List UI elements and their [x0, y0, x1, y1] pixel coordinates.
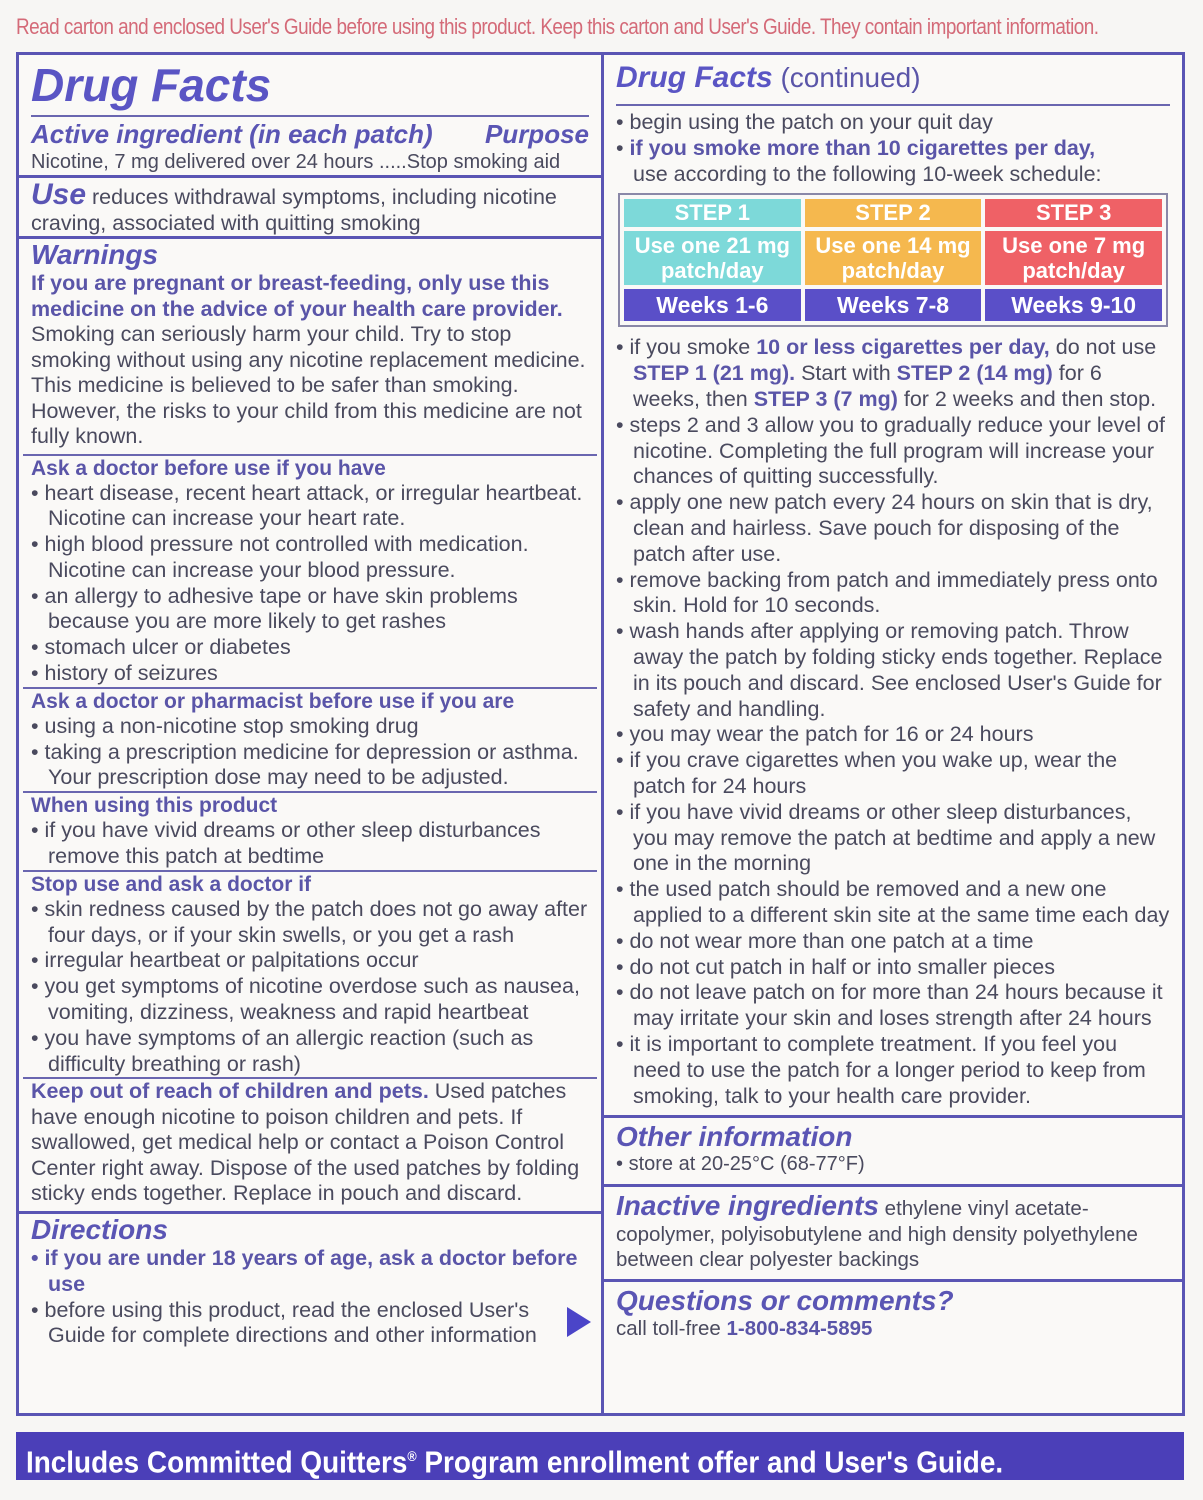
directions-continued — [604, 335, 1182, 1118]
ask-doctor-section — [23, 456, 597, 689]
list-item: • begin using the patch on your quit day — [616, 110, 1170, 136]
questions-text: call toll-free — [616, 1316, 727, 1340]
list-item: • if you crave cigarettes when you wake up, wear the patch for 24 hours — [616, 748, 1170, 800]
questions-title: Questions or comments? — [616, 1284, 954, 1316]
list-item: • an allergy to adhesive tape or have skin problems because you are more likely to get rashes — [31, 584, 589, 636]
list-item: • using a non-nicotine stop smoking drug — [31, 714, 589, 740]
directions-title: Directions — [31, 1213, 168, 1245]
directions-section — [19, 1214, 601, 1349]
step-2-weeks: Weeks 7-8 — [805, 289, 982, 321]
banner-text-a: Includes Committed Quitters — [26, 1444, 408, 1480]
list-item: • irregular heartbeat or palpitations occur — [31, 948, 589, 974]
step-2-dose: Use one 14 mg patch/day — [805, 231, 982, 285]
warnings-title: Warnings — [31, 239, 159, 270]
list-item: • if you smoke 10 or less cigarettes per day, do not use STEP 1 (21 mg). Start with STEP 2 (14 mg) for 6 weeks, then STEP 3 (7 mg) for 2 weeks and then stop. — [616, 335, 1170, 412]
step-1-dose: Use one 21 mg patch/day — [624, 231, 801, 285]
list-item: • before using this product, read the enclosed User's Guide for complete directions and other information — [31, 1298, 589, 1350]
list-item: • you may wear the patch for 16 or 24 hours — [616, 722, 1170, 748]
list-item: • if you are under 18 years of age, ask a doctor before use — [31, 1246, 589, 1298]
active-ingredient-header-row — [31, 119, 589, 149]
list-item: • skin redness caused by the patch does not go away after four days, or if your skin swells, or you get a rash — [31, 897, 589, 949]
list-item: • store at 20-25°C (68-77°F) — [616, 1152, 1170, 1178]
list-item: • remove backing from patch and immediately press onto skin. Hold for 10 seconds. — [616, 568, 1170, 620]
step-1-label: STEP 1 — [624, 199, 801, 227]
active-ingredient-header: Active ingredient (in each patch) — [31, 119, 433, 149]
keep-out-bold: Keep out of reach of children and pets. — [31, 1079, 429, 1104]
drug-facts-header — [19, 55, 601, 178]
ask-doctor-title: Ask a doctor before use if you have — [31, 456, 386, 480]
step-3-weeks: Weeks 9-10 — [985, 289, 1162, 321]
step-schedule-table — [618, 193, 1168, 327]
keep-out-section — [19, 1079, 601, 1211]
ask-pharmacist-title: Ask a doctor or pharmacist before use if you are — [31, 689, 515, 713]
purpose-header: Purpose — [484, 119, 589, 149]
list-item: • high blood pressure not controlled with medication. Nicotine can increase your blood pressure. — [31, 532, 589, 584]
list-item: • wash hands after applying or removing patch. Throw away the patch by folding sticky ends together. Replace in its pouch and discard. See enclosed User's Guide for safety and handling. — [616, 619, 1170, 722]
drug-facts-title: Drug Facts — [31, 59, 272, 111]
continued-title: Drug Facts — [616, 61, 773, 94]
stop-use-title: Stop use and ask a doctor if — [31, 872, 312, 896]
continue-arrow-icon — [567, 1307, 591, 1337]
ask-pharmacist-section — [23, 689, 597, 793]
stop-use-section — [23, 872, 597, 1080]
warnings-pregnancy — [23, 239, 597, 456]
list-item: • apply one new patch every 24 hours on skin that is dry, clean and hairless. Save pouch for disposing of the patch after use. — [616, 490, 1170, 567]
list-item: • you get symptoms of nicotine overdose such as nausea, vomiting, dizziness, weakness and rapid heartbeat — [31, 974, 589, 1026]
questions-section — [604, 1282, 1182, 1348]
inactive-ingredients-title: Inactive ingredients — [616, 1190, 879, 1222]
list-item: • if you have vivid dreams or other sleep disturbances, you may remove the patch at bedtime and apply a new one in the morning — [616, 800, 1170, 877]
inactive-ingredients-section — [604, 1187, 1182, 1282]
top-notice: Read carton and enclosed User's Guide before using this product. Keep this carton and User's Guide. They contain important information. — [16, 14, 1099, 39]
list-item: • do not leave patch on for more than 24 hours because it may irritate your skin and loses strength after 24 hours — [616, 980, 1170, 1032]
warnings-bold: If you are pregnant or breast-feeding, only use this medicine on the advice of your health care provider. — [31, 271, 563, 321]
list-item: • heart disease, recent heart attack, or irregular heartbeat. Nicotine can increase your heart rate. — [31, 481, 589, 533]
use-label: Use — [31, 178, 87, 211]
warnings-section — [19, 239, 601, 1214]
use-text: reduces withdrawal symptoms, including nicotine craving, associated with quitting smoking — [31, 185, 557, 235]
list-item: • you have symptoms of an allergic reaction (such as difficulty breathing or rash) — [31, 1026, 589, 1078]
list-item: • if you have vivid dreams or other sleep disturbances remove this patch at bedtime — [31, 818, 589, 870]
drug-facts-right-panel — [601, 52, 1185, 1416]
registered-mark: ® — [407, 1448, 417, 1464]
list-item: • the used patch should be removed and a new one applied to a different skin site at the same time each day — [616, 877, 1170, 929]
continued-suffix: (continued) — [772, 62, 921, 93]
when-using-section — [23, 793, 597, 872]
banner-text-b: Program enrollment offer and User's Guide. — [416, 1444, 1004, 1480]
other-information-section — [604, 1118, 1182, 1187]
drug-facts-left-panel — [16, 52, 604, 1416]
step-1-weeks: Weeks 1-6 — [624, 289, 801, 321]
list-item: • history of seizures — [31, 661, 589, 687]
step-2-label: STEP 2 — [805, 199, 982, 227]
inactive-ingredients-text: ethylene vinyl acetate-copolymer, polyisobutylene and high density polyethylene between clear polyester backings — [616, 1197, 1138, 1272]
when-using-title: When using this product — [31, 794, 278, 818]
phone-number: 1-800-834-5895 — [726, 1316, 873, 1340]
other-information-title: Other information — [616, 1121, 853, 1153]
list-item: • do not cut patch in half or into smaller pieces — [616, 955, 1170, 981]
list-item: • it is important to complete treatment. If you feel you need to use the patch for a longer period to keep from smoking, talk to your health care provider. — [616, 1032, 1170, 1109]
list-item: • steps 2 and 3 allow you to gradually reduce your level of nicotine. Completing the full program will increase your chances of quitting successfully. — [616, 413, 1170, 490]
step-3-dose: Use one 7 mg patch/day — [985, 231, 1162, 285]
list-item: • if you smoke more than 10 cigarettes per day, use according to the following 10-week schedule: — [616, 136, 1170, 188]
list-item: • stomach ulcer or diabetes — [31, 635, 589, 661]
warnings-text: Smoking can seriously harm your child. Try to stop smoking without using any nicotine replacement medicine. This medicine is believed to be safer than smoking. However, the risks to your child from this medicine are not fully known. — [31, 322, 586, 448]
use-section — [19, 178, 601, 239]
committed-quitters-banner — [16, 1432, 1184, 1480]
list-item: • taking a prescription medicine for depression or asthma. Your prescription dose may need to be adjusted. — [31, 740, 589, 792]
continued-section — [604, 55, 1182, 187]
step-3-label: STEP 3 — [985, 199, 1162, 227]
active-ingredient-line: Nicotine, 7 mg delivered over 24 hours .....Stop smoking aid — [31, 151, 561, 173]
list-item: • do not wear more than one patch at a time — [616, 929, 1170, 955]
keep-out-text: Used patches have enough nicotine to poison children and pets. If swallowed, get medical help or contact a Poison Control Center right away. Dispose of the used patches by folding sticky ends together. Replace in pouch and discard. — [31, 1079, 580, 1206]
